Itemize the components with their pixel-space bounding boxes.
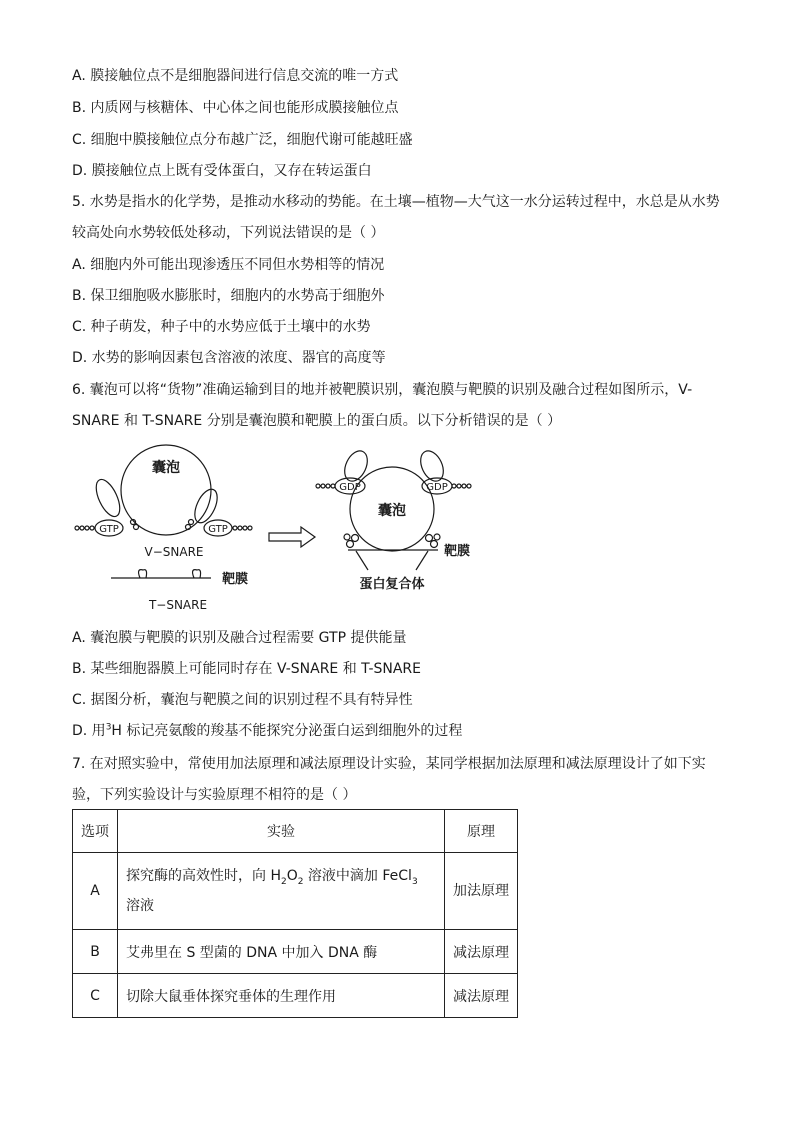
row-option: B (73, 930, 118, 974)
q5-stem-line2: 较高处向水势较低处移动，下列说法错误的是（ ） (72, 225, 385, 241)
v-snare-label: V−SNARE (144, 545, 204, 559)
row-principle: 加法原理 (445, 853, 518, 930)
row-experiment: 探究酶的高效性时，向 $H_2O_2$ 溶液中滴加 FeCl$_3$ 溶液 (118, 853, 445, 930)
header-experiment: 实验 (118, 810, 445, 853)
table-row (73, 930, 518, 974)
q4-option-a: A. 膜接触位点不是细胞器间进行信息交流的唯一方式 (72, 68, 399, 84)
q5-option-d: D. 水势的影响因素包含溶液的浓度、器官的高度等 (72, 350, 386, 366)
row-principle: 减法原理 (445, 930, 518, 974)
row-option: C (73, 974, 118, 1018)
q6-option-d-sup: 3 (105, 722, 112, 733)
vesicle-fusion-diagram (66, 440, 506, 620)
q5-option-a: A. 细胞内外可能出现渗透压不同但水势相等的情况 (72, 257, 385, 273)
q6-option-d-rest: H 标记亮氨酸的羧基不能探究分泌蛋白运到细胞外的过程 (111, 723, 463, 739)
row-experiment: 艾弗里在 S 型菌的 DNA 中加入 DNA 酶 (118, 930, 445, 974)
transition-arrow (269, 527, 315, 547)
gtp-right-label: GTP (208, 524, 228, 535)
q7-stem-line2: 验，下列实验设计与实验原理不相符的是（ ） (72, 787, 357, 803)
q5-stem-line1: 5. 水势是指水的化学势，是推动水移动的势能。在土壤—植物—大气这一水分运转过程中，水总是从水势 (72, 194, 720, 210)
q6-stem-line1: 6. 囊泡可以将“货物”准确运输到目的地并被靶膜识别，囊泡膜与靶膜的识别及融合过程如图所示，V- (72, 382, 693, 398)
q5-option-c: C. 种子萌发，种子中的水势应低于土壤中的水势 (72, 319, 371, 335)
t-snare-right-knob (193, 570, 201, 578)
header-option: 选项 (73, 810, 118, 853)
q6-option-d (72, 721, 462, 741)
gdp-right-label: GDP (426, 482, 448, 493)
t-snare-label: T−SNARE (148, 598, 208, 612)
q6-option-b: B. 某些细胞器膜上可能同时存在 V-SNARE 和 T-SNARE (72, 661, 422, 677)
target-membrane-right-label: 靶膜 (444, 544, 471, 559)
q6-option-d-prefix: D. 用 (72, 723, 106, 739)
q6-stem-line2: SNARE 和 T-SNARE 分别是囊泡膜和靶膜上的蛋白质。以下分析错误的是（ ） (72, 413, 562, 429)
table-row (73, 853, 518, 930)
t-snare-left-knob (139, 570, 147, 578)
gtp-left-label: GTP (99, 524, 119, 535)
row-experiment: 切除大鼠垂体探究垂体的生理作用 (118, 974, 445, 1018)
protein-complex-label: 蛋白复合体 (359, 577, 425, 592)
q4-option-c: C. 细胞中膜接触位点分布越广泛，细胞代谢可能越旺盛 (72, 132, 413, 148)
target-membrane-left-label: 靶膜 (222, 572, 249, 587)
table-row (73, 974, 518, 1018)
row-principle: 减法原理 (445, 974, 518, 1018)
header-principle: 原理 (445, 810, 518, 853)
gdp-left-label: GDP (339, 482, 361, 493)
q6-option-c: C. 据图分析，囊泡与靶膜之间的识别过程不具有特异性 (72, 692, 413, 708)
right-vesicle-label: 囊泡 (378, 503, 406, 519)
q7-stem-line1: 7. 在对照实验中，常使用加法原理和减法原理设计实验，某同学根据加法原理和减法原理设计了如下实 (72, 756, 706, 772)
table-header-row (73, 810, 518, 853)
q5-option-b: B. 保卫细胞吸水膨胀时，细胞内的水势高于细胞外 (72, 288, 385, 304)
left-vesicle-label: 囊泡 (152, 460, 180, 476)
left-leaf-shape (91, 476, 124, 520)
q4-option-d: D. 膜接触位点上既有受体蛋白，又存在转运蛋白 (72, 163, 372, 179)
experiment-table (72, 809, 518, 1018)
q6-option-a: A. 囊泡膜与靶膜的识别及融合过程需要 GTP 提供能量 (72, 630, 407, 646)
q4-option-b: B. 内质网与核糖体、中心体之间也能形成膜接触位点 (72, 100, 399, 116)
row-option: A (73, 853, 118, 930)
